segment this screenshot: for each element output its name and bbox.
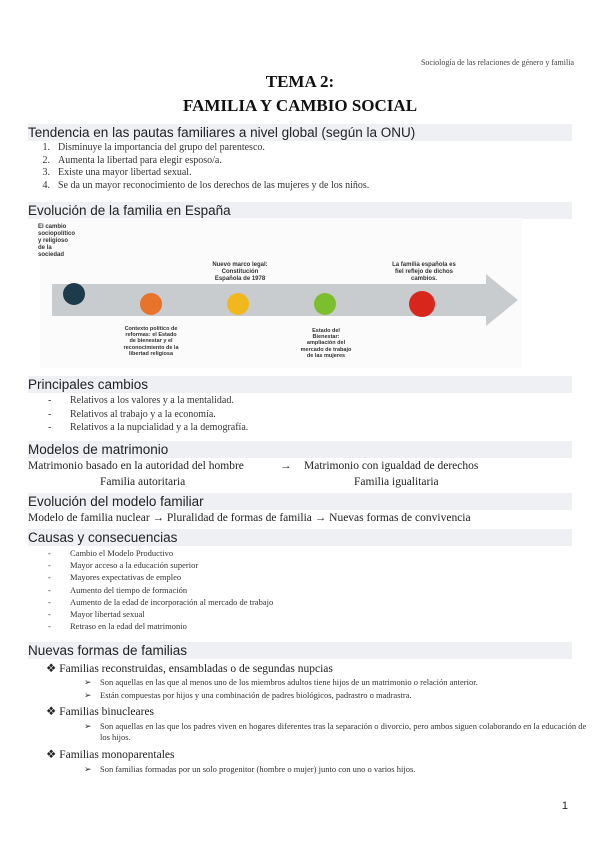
item-number: 2. [42, 154, 50, 166]
arrowhead-bullet-icon: ➢ [84, 677, 92, 687]
title-line-2: FAMILIA Y CAMBIO SOCIAL [182, 96, 418, 115]
timeline-dot-2 [140, 293, 162, 315]
sub-text: Son aquellas en las que al menos uno de los miembros adultos tiene hijos de un matrimonio o relación anterior. [100, 677, 478, 687]
list-item [48, 621, 568, 633]
modelo-left: Matrimonio basado en la autoridad del hombre [28, 460, 244, 472]
familia-title: Familias reconstruidas, ensambladas o de segundas nupcias [59, 663, 333, 675]
dash-marker: - [48, 548, 51, 558]
timeline-dot-5 [409, 291, 435, 317]
item-text: Retraso en la edad del matrimonio [70, 621, 187, 632]
arrowhead-bullet-icon: ➢ [84, 764, 92, 774]
item-text: Aumento del tiempo de formación [70, 584, 188, 595]
timeline-graphic [40, 218, 522, 368]
dash-marker: - [48, 596, 51, 607]
dash-marker: - [48, 572, 51, 583]
list-item [48, 409, 568, 423]
modelo-left-label: Familia autoritaria [100, 476, 186, 488]
sub-item [84, 764, 574, 775]
modelo-arrow: → [280, 460, 292, 472]
item-text: Relativos a la nupcialidad y a la demografía. [70, 422, 249, 433]
list-item [48, 548, 568, 560]
timeline-label-1: El cambio sociopolítico y religioso de la sociedad [38, 224, 76, 258]
course-header: Sociología de las relaciones de género y familia [420, 58, 574, 67]
item-text: Disminuye la importancia del grupo del parentesco. [58, 142, 265, 153]
list-item [48, 395, 568, 409]
arrowhead-bullet-icon: ➢ [84, 690, 92, 700]
section-nuevas-heading: Nuevas formas de familias [28, 642, 572, 659]
item-text: Aumento de la edad de incorporación al mercado de trabajo [70, 596, 274, 607]
causas-list [48, 548, 568, 633]
item-text: Aumenta la libertad para elegir esposo/a. [58, 154, 222, 166]
timeline-dot-3 [227, 293, 249, 315]
dash-marker: - [48, 584, 51, 595]
nueva-familia-3 [46, 747, 174, 761]
sub-item [84, 690, 574, 701]
section-principales-heading: Principales cambios [28, 376, 572, 393]
item-number: 1. [42, 142, 50, 153]
dash-marker: - [48, 422, 52, 433]
section-modelos-heading: Modelos de matrimonio [28, 441, 572, 458]
list-item [48, 609, 568, 621]
diamond-bullet-icon: ❖ [46, 749, 57, 761]
modelo-right: Matrimonio con igualdad de derechos [304, 460, 479, 472]
timeline-dot-1 [63, 283, 85, 305]
list-item [30, 142, 570, 155]
sub-text: Son familias formadas por un solo progenitor (hombre o mujer) junto con uno o varios hijos. [100, 764, 416, 774]
modelo-familiar-text: Modelo de familia nuclear → Pluralidad de formas de familia → Nuevas formas de convivencia [28, 512, 471, 524]
timeline-label-5: Estado del Bienestar: ampliación del mercado de trabajo de las mujeres [300, 328, 352, 359]
item-text: Mayores expectativas de empleo [70, 572, 182, 583]
page-number: 1 [561, 800, 568, 812]
arrowhead-bullet-icon: ➢ [84, 721, 92, 731]
sub-text: Están compuestas por hijos y una combinación de padres biológicos, padrastro o madrastra. [100, 690, 412, 700]
dash-marker: - [48, 408, 52, 420]
list-item [30, 167, 570, 180]
list-item [30, 155, 570, 168]
nueva-familia-1 [46, 661, 333, 675]
title-line-1: TEMA 2: [265, 72, 335, 91]
timeline-label-2: Nuevo marco legal: Constitución Española de 1978 [212, 262, 268, 282]
diamond-bullet-icon: ❖ [46, 663, 57, 675]
section-causas-heading: Causas y consecuencias [28, 529, 572, 546]
item-text: Mayor acceso a la educación superior [70, 560, 199, 571]
familia-title: Familias binucleares [59, 706, 155, 718]
timeline-label-4: Contexto político de reformas: el Estado de bienestar y el reconocimiento de la libertad religiosa [123, 326, 179, 357]
modelo-right-label: Familia igualitaria [354, 476, 439, 488]
item-text: Se da un mayor reconocimiento de los derechos de las mujeres y de los niños. [58, 179, 370, 191]
item-text: Relativos al trabajo y a la economía. [70, 408, 216, 420]
diamond-bullet-icon: ❖ [46, 706, 57, 718]
sub-item [84, 677, 574, 688]
section-modelo-familiar-heading: Evolución del modelo familiar [28, 493, 572, 510]
list-item [48, 597, 568, 609]
section-evolucion-heading: Evolución de la familia en España [28, 202, 572, 219]
item-text: Cambio el Modelo Productivo [70, 548, 174, 558]
list-item [48, 585, 568, 597]
list-item [48, 560, 568, 572]
sub-item [84, 721, 590, 743]
sub-text: Son aquellas en las que los padres viven en hogares diferentes tras la separación o divorcio, pero ambos siguen colaborando en la educación de los hijos. [100, 721, 587, 742]
item-number: 4. [42, 179, 50, 191]
dash-marker: - [48, 608, 51, 619]
familia-title: Familias monoparentales [59, 749, 175, 761]
item-number: 3. [42, 167, 50, 178]
dash-marker: - [48, 621, 51, 632]
timeline-dot-4 [314, 293, 336, 315]
list-item [48, 422, 568, 436]
dash-marker: - [48, 560, 51, 571]
section-tendencia-heading: Tendencia en las pautas familiares a nivel global (según la ONU) [28, 124, 572, 141]
item-text: Mayor libertad sexual [70, 608, 145, 619]
tendencia-list [30, 142, 570, 192]
principales-list [48, 395, 568, 436]
dash-marker: - [48, 395, 52, 406]
item-text: Relativos a los valores y a la mentalidad. [70, 395, 234, 406]
item-text: Existe una mayor libertad sexual. [58, 167, 192, 178]
nueva-familia-2 [46, 704, 154, 718]
list-item [30, 180, 570, 193]
timeline-label-3: La familia española es fiel reflejo de dichos cambios. [392, 262, 456, 282]
list-item [48, 572, 568, 584]
